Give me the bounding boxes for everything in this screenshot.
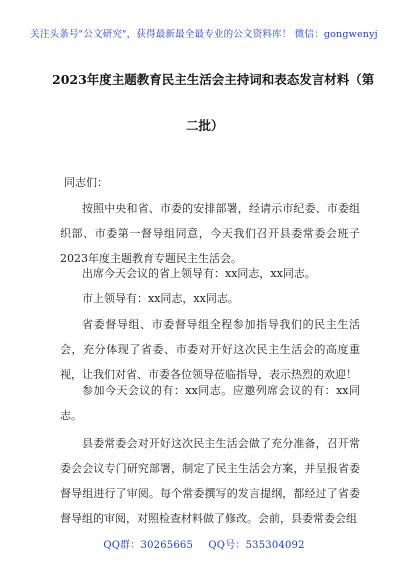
document-title-line1: 2023年度主题教育民主生活会主持词和表态发言材料（第 (52, 72, 375, 87)
paragraph-1: 按照中央和省、市委的安排部署，经请示市纪委、市委组织部、市委第一督导组同意，今天我们召开县委常委会班子2023年度主题教育专题民主生活会。 (60, 202, 360, 265)
paragraph-4: 省委督导组、市委督导组全程参加指导我们的民主生活会，充分体现了省委、市委对开好这次民主生活会的高度重视，让我们对省、市委各位领导莅临指导，表示热烈的欢迎！ (60, 318, 360, 381)
footer-contacts (0, 536, 408, 551)
salutation: 同志们： (64, 176, 108, 189)
footer-qq-group: QQ群：30265665 (103, 540, 194, 551)
footer-qq-number: QQ号：535304092 (208, 540, 305, 551)
paragraph-6: 县委常委会对开好这次民主生活会做了充分准备，召开常委会会议专门研究部署，制定了民主生活会方案，并呈报省委督导组进行了审阅。每个常委撰写的发言提纲，都经过了省委督导组的审阅，对照检查材料做了修改。会前，县委常委会组 (60, 437, 360, 525)
paragraph-3: 市上领导有：xx同志，xx同志。 (82, 292, 239, 305)
document-title-line2: 二批） (186, 118, 224, 133)
header-notice: 关注头条号"公文研究"，获得最新最全最专业的公文资料库！ 微信：gongwenyj (30, 29, 378, 40)
paragraph-5: 参加今天会议的有：xx同志。应邀列席会议的有：xx同志。 (60, 384, 360, 422)
paragraph-2: 出席今天会议的省上领导有：xx同志，xx同志。 (82, 267, 316, 280)
